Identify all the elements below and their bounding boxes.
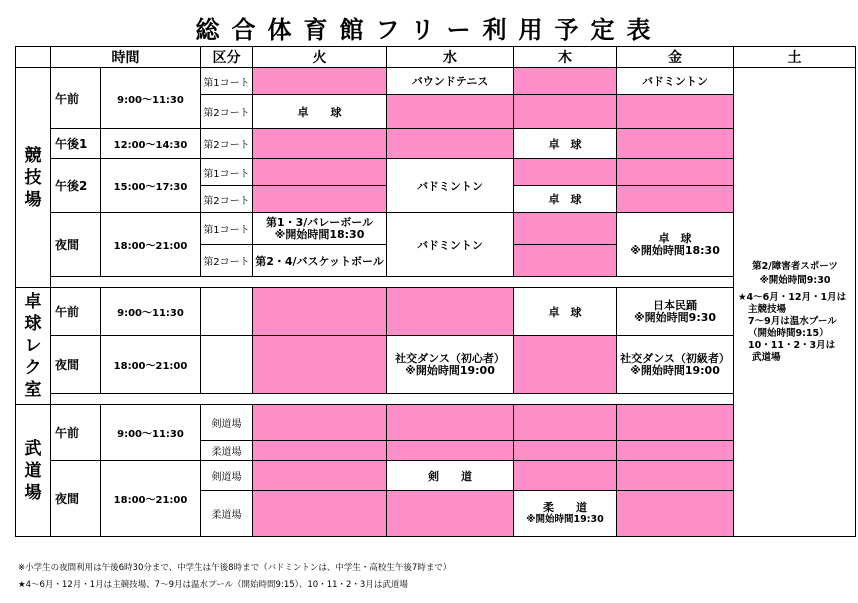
- event-nihon-minyo: [617, 288, 734, 336]
- period-afternoon2: 午後2: [51, 159, 101, 213]
- event-title: 社交ダンス（初級者）: [620, 351, 730, 365]
- slot-empty: [514, 405, 617, 441]
- event-title: 第1・3/バレーボール: [265, 215, 374, 229]
- slot-empty: [253, 336, 387, 394]
- event-start: ※開始時間19:30: [526, 513, 604, 525]
- slot-empty: [253, 68, 387, 95]
- sat-note: 主競技場: [748, 304, 787, 315]
- slot-empty: [253, 491, 387, 537]
- slot-empty: [514, 213, 617, 245]
- header-thu: 木: [514, 47, 617, 68]
- sat-event: 第2/障害者スポーツ: [752, 261, 838, 272]
- slot-empty: [253, 186, 387, 213]
- event-social-dance-elementary: [617, 336, 734, 394]
- event-tabletennis: 卓 球: [514, 288, 617, 336]
- slot-empty: [617, 461, 734, 491]
- slot-empty: [387, 129, 514, 159]
- header-wed: 水: [387, 47, 514, 68]
- slot-empty: [253, 441, 387, 461]
- period-night: 夜間: [51, 461, 101, 537]
- facility-arena: [16, 68, 51, 288]
- table-row: [16, 336, 856, 394]
- slot-empty: [253, 461, 387, 491]
- sat-event-start: ※開始時間9:30: [759, 275, 831, 286]
- event-start: ※開始時間18:30: [274, 227, 365, 241]
- sat-notes: [738, 292, 852, 364]
- sat-note: （開始時間9:15）: [748, 328, 829, 339]
- court-2: 第2コート: [201, 245, 253, 277]
- sat-note: 10・11・2・3月は: [748, 340, 836, 351]
- time-morning: 9:00～11:30: [101, 68, 201, 129]
- event-start: ※開始時間19:00: [405, 363, 495, 377]
- court-1: 第1コート: [201, 68, 253, 95]
- event-tabletennis: 卓 球: [514, 186, 617, 213]
- footnote-1: ※小学生の夜間利用は午後6時30分まで、中学生は午後8時まで（バドミントンは、中学生・高校生午後7時まで）: [18, 563, 452, 573]
- table-row: [16, 461, 856, 491]
- room-judo: 柔道場: [201, 491, 253, 537]
- slot-empty: [617, 441, 734, 461]
- event-badminton: バドミントン: [387, 159, 514, 213]
- event-start: ※開始時間9:30: [633, 310, 717, 324]
- header-fri: 金: [617, 47, 734, 68]
- event-basketball: 第2・4/バスケットボール: [253, 245, 387, 277]
- slot-empty: [617, 95, 734, 129]
- page-title: 総合体育館フリー利用予定表: [195, 16, 663, 44]
- sat-note: 武道場: [752, 352, 781, 363]
- slot-empty: [514, 159, 617, 186]
- period-night: 夜間: [51, 336, 101, 394]
- slot-empty: [387, 491, 514, 537]
- slot-empty: [253, 129, 387, 159]
- event-title: 社交ダンス（初心者）: [395, 351, 505, 365]
- event-volleyball: [253, 213, 387, 245]
- room-kendo: 剣道場: [201, 461, 253, 491]
- event-tabletennis: 卓 球: [514, 129, 617, 159]
- period-night: 夜間: [51, 213, 101, 277]
- court-blank: [201, 336, 253, 394]
- section-gap: [16, 394, 856, 405]
- event-badminton: バドミントン: [617, 68, 734, 95]
- court-blank: [201, 288, 253, 336]
- court-2: 第2コート: [201, 95, 253, 129]
- slot-empty: [617, 186, 734, 213]
- event-tabletennis: 卓 球: [253, 95, 387, 129]
- header-time: 時間: [51, 47, 201, 68]
- event-bound-tennis: バウンドテニス: [387, 68, 514, 95]
- facility-budo: [16, 405, 51, 537]
- facility-label: 競技場: [24, 145, 42, 210]
- slot-empty: [514, 461, 617, 491]
- event-badminton: バドミントン: [387, 213, 514, 277]
- header-row: [16, 47, 856, 68]
- event-title: 卓 球: [658, 231, 692, 245]
- slot-empty: [387, 288, 514, 336]
- time-night: 18:00～21:00: [101, 336, 201, 394]
- slot-empty: [514, 245, 617, 277]
- event-fri-night-tabletennis: [617, 213, 734, 277]
- sat-note: ★4～6月・12月・1月は: [738, 292, 847, 303]
- slot-empty: [617, 159, 734, 186]
- event-judo: [514, 491, 617, 537]
- facility-label: 武道場: [24, 438, 42, 503]
- table-row: [16, 213, 856, 245]
- slot-empty: [253, 405, 387, 441]
- table-row: [16, 288, 856, 336]
- slot-empty: [514, 336, 617, 394]
- slot-empty: [617, 129, 734, 159]
- time-night: 18:00～21:00: [101, 213, 201, 277]
- event-title: 柔 道: [543, 500, 587, 514]
- slot-empty: [617, 405, 734, 441]
- period-morning: 午前: [51, 68, 101, 129]
- header-blank: [16, 47, 51, 68]
- table-row: [16, 68, 856, 95]
- slot-empty: [387, 405, 514, 441]
- time-afternoon2: 15:00～17:30: [101, 159, 201, 213]
- slot-empty: [253, 288, 387, 336]
- slot-empty: [514, 95, 617, 129]
- time-afternoon1: 12:00～14:30: [101, 129, 201, 159]
- header-sat: 土: [734, 47, 856, 68]
- court-1: 第1コート: [201, 213, 253, 245]
- saturday-column: [734, 68, 856, 537]
- court-1: 第1コート: [201, 159, 253, 186]
- table-row: [16, 129, 856, 159]
- header-tue: 火: [253, 47, 387, 68]
- time-morning: 9:00～11:30: [101, 405, 201, 461]
- schedule-table: [15, 46, 856, 537]
- table-row: [16, 159, 856, 186]
- slot-empty: [253, 159, 387, 186]
- time-night: 18:00～21:00: [101, 461, 201, 537]
- slot-empty: [514, 441, 617, 461]
- footnote-2: ★4～6月・12月・1月は主競技場、7～9月は温水プール（開始時間9:15）、10・11・2・3月は武道場: [18, 580, 408, 590]
- event-title: 日本民踊: [653, 298, 697, 312]
- event-start: ※開始時間18:30: [630, 243, 720, 257]
- slot-empty: [617, 491, 734, 537]
- period-morning: 午前: [51, 405, 101, 461]
- facility-tabletennis: [16, 288, 51, 405]
- room-kendo: 剣道場: [201, 405, 253, 441]
- section-gap: [16, 277, 856, 288]
- court-2: 第2コート: [201, 129, 253, 159]
- slot-empty: [514, 68, 617, 95]
- period-morning: 午前: [51, 288, 101, 336]
- facility-label: 卓球レク室: [24, 292, 42, 400]
- period-afternoon1: 午後1: [51, 129, 101, 159]
- table-row: [16, 405, 856, 441]
- room-judo: 柔道場: [201, 441, 253, 461]
- time-morning: 9:00～11:30: [101, 288, 201, 336]
- event-start: ※開始時間19:00: [630, 363, 720, 377]
- event-kendo: 剣 道: [387, 461, 514, 491]
- court-2: 第2コート: [201, 186, 253, 213]
- slot-empty: [387, 95, 514, 129]
- slot-empty: [387, 441, 514, 461]
- sat-note: 7～9月は温水プール: [748, 316, 837, 327]
- event-social-dance-beginner: [387, 336, 514, 394]
- header-category: 区分: [201, 47, 253, 68]
